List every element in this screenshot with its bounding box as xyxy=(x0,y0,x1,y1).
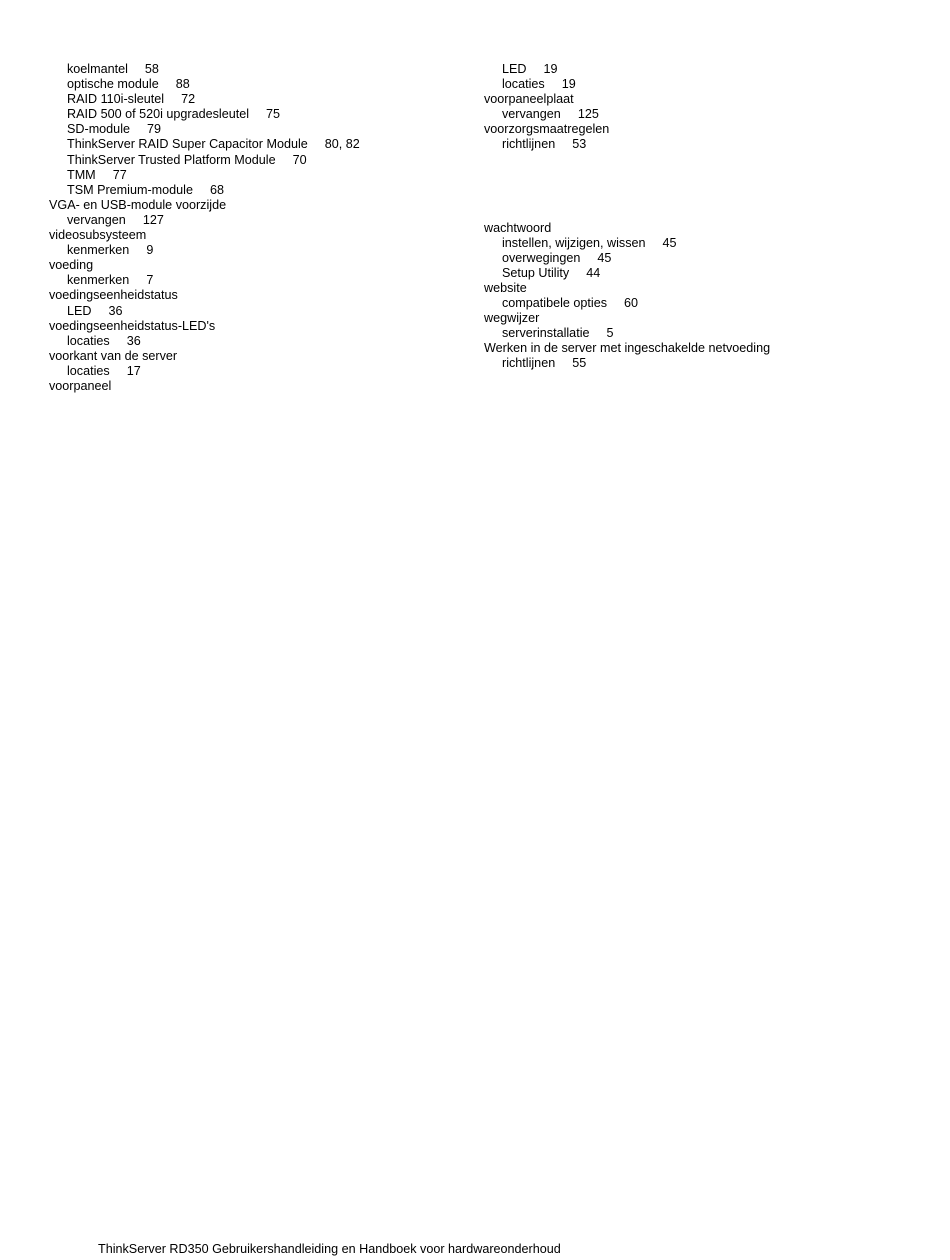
index-term: locaties xyxy=(67,333,110,348)
index-term: voedingseenheidstatus xyxy=(49,288,178,303)
index-subentry xyxy=(49,62,479,77)
index-term: wachtwoord xyxy=(484,220,552,235)
index-term: locaties xyxy=(502,77,545,92)
index-subentry xyxy=(484,326,914,341)
page-reference: 53 xyxy=(572,137,587,152)
page-reference: 70 xyxy=(292,152,307,167)
index-subentry xyxy=(49,107,479,122)
index-subentry xyxy=(49,153,479,168)
page-reference: 127 xyxy=(142,212,164,227)
index-column-right xyxy=(484,62,914,372)
page-reference: 72 xyxy=(181,92,196,107)
index-term: VGA- en USB-module voorzijde xyxy=(49,197,227,212)
index-entry xyxy=(484,122,914,137)
index-entry xyxy=(49,288,479,303)
index-term: ThinkServer Trusted Platform Module xyxy=(67,152,276,167)
index-term: voedingseenheidstatus-LED's xyxy=(49,318,216,333)
index-subentry xyxy=(49,213,479,228)
index-term: voeding xyxy=(49,258,94,273)
index-term: kenmerken xyxy=(67,243,130,258)
index-term: richtlijnen xyxy=(502,137,556,152)
index-term: richtlijnen xyxy=(502,356,556,371)
index-term: vervangen xyxy=(67,212,126,227)
index-subentry xyxy=(49,273,479,288)
index-entry xyxy=(49,198,479,213)
index-subentry xyxy=(484,236,914,251)
index-term: RAID 500 of 520i upgradesleutel xyxy=(67,107,250,122)
page-reference: 5 xyxy=(606,326,614,341)
page-reference: 45 xyxy=(597,250,612,265)
page-reference: 7 xyxy=(146,273,154,288)
index-subentry xyxy=(49,92,479,107)
index-term: compatibele opties xyxy=(502,296,608,311)
index-term: SD-module xyxy=(67,122,130,137)
index-entry xyxy=(484,311,914,326)
index-subentry xyxy=(484,137,914,152)
index-column-left xyxy=(49,62,479,394)
page-reference: 75 xyxy=(266,107,281,122)
page-reference: 36 xyxy=(126,333,141,348)
page-reference: 17 xyxy=(126,363,141,378)
index-subentry xyxy=(484,296,914,311)
index-subentry xyxy=(49,122,479,137)
index-term: TSM Premium-module xyxy=(67,182,193,197)
page-reference: 77 xyxy=(112,167,127,182)
index-term: serverinstallatie xyxy=(502,326,590,341)
page-reference: 88 xyxy=(175,77,190,92)
page-reference: 19 xyxy=(561,77,576,92)
index-term: LED xyxy=(67,303,92,318)
index-term: voorpaneel xyxy=(49,378,112,393)
index-subentry xyxy=(49,137,479,152)
index-term: ThinkServer RAID Super Capacitor Module xyxy=(67,137,308,152)
page-reference: 44 xyxy=(586,265,601,280)
index-entry xyxy=(49,319,479,334)
index-subentry xyxy=(49,364,479,379)
index-term: TMM xyxy=(67,167,96,182)
index-entry xyxy=(49,379,479,394)
index-entry xyxy=(49,228,479,243)
index-term: kenmerken xyxy=(67,273,130,288)
index-subentry xyxy=(484,62,914,77)
index-subentry xyxy=(49,168,479,183)
page-footer: ThinkServer RD350 Gebruikershandleiding en Handboek voor hardwareonderhoud xyxy=(98,1242,561,1256)
index-subentry xyxy=(49,77,479,92)
index-term: website xyxy=(484,280,527,295)
index-term: voorkant van de server xyxy=(49,348,178,363)
index-term: overwegingen xyxy=(502,250,581,265)
page-reference: 19 xyxy=(543,62,558,76)
index-term: Werken in de server met ingeschakelde netvoeding xyxy=(484,341,771,356)
index-term: videosubsysteem xyxy=(49,228,147,243)
index-subentry xyxy=(49,334,479,349)
page-reference: 68 xyxy=(209,182,224,197)
index-term: optische module xyxy=(67,77,159,92)
index-term: wegwijzer xyxy=(484,311,540,326)
page-reference: 79 xyxy=(147,122,162,137)
index-term: Setup Utility xyxy=(502,265,570,280)
page-reference: 36 xyxy=(108,303,123,318)
index-subentry xyxy=(484,77,914,92)
page-reference: 60 xyxy=(624,296,639,311)
index-subentry xyxy=(49,183,479,198)
index-term: RAID 110i-sleutel xyxy=(67,92,165,107)
index-entry xyxy=(484,341,914,356)
index-term: locaties xyxy=(67,363,110,378)
letter-group-spacer xyxy=(484,153,914,221)
index-term: voorzorgsmaatregelen xyxy=(484,122,610,137)
index-subentry xyxy=(49,243,479,258)
page-reference: 9 xyxy=(146,243,154,258)
index-subentry xyxy=(49,304,479,319)
index-subentry xyxy=(484,107,914,122)
index-entry xyxy=(484,281,914,296)
page-reference: 80, 82 xyxy=(324,137,360,152)
page-reference: 55 xyxy=(572,356,587,371)
index-term: voorpaneelplaat xyxy=(484,92,574,107)
index-entry xyxy=(484,221,914,236)
index-subentry xyxy=(484,266,914,281)
page-reference: 125 xyxy=(577,107,599,122)
index-group-w xyxy=(484,221,914,372)
index-entry xyxy=(49,258,479,273)
index-subentry xyxy=(484,356,914,371)
page-reference: 58 xyxy=(144,62,159,76)
index-subentry xyxy=(484,251,914,266)
index-entry xyxy=(484,92,914,107)
index-entry xyxy=(49,349,479,364)
index-term: instellen, wijzigen, wissen xyxy=(502,235,646,250)
index-term: vervangen xyxy=(502,107,561,122)
index-term: koelmantel xyxy=(67,62,128,76)
index-group-v-continued xyxy=(484,62,914,153)
page-reference: 45 xyxy=(662,235,677,250)
index-term: LED xyxy=(502,62,527,76)
